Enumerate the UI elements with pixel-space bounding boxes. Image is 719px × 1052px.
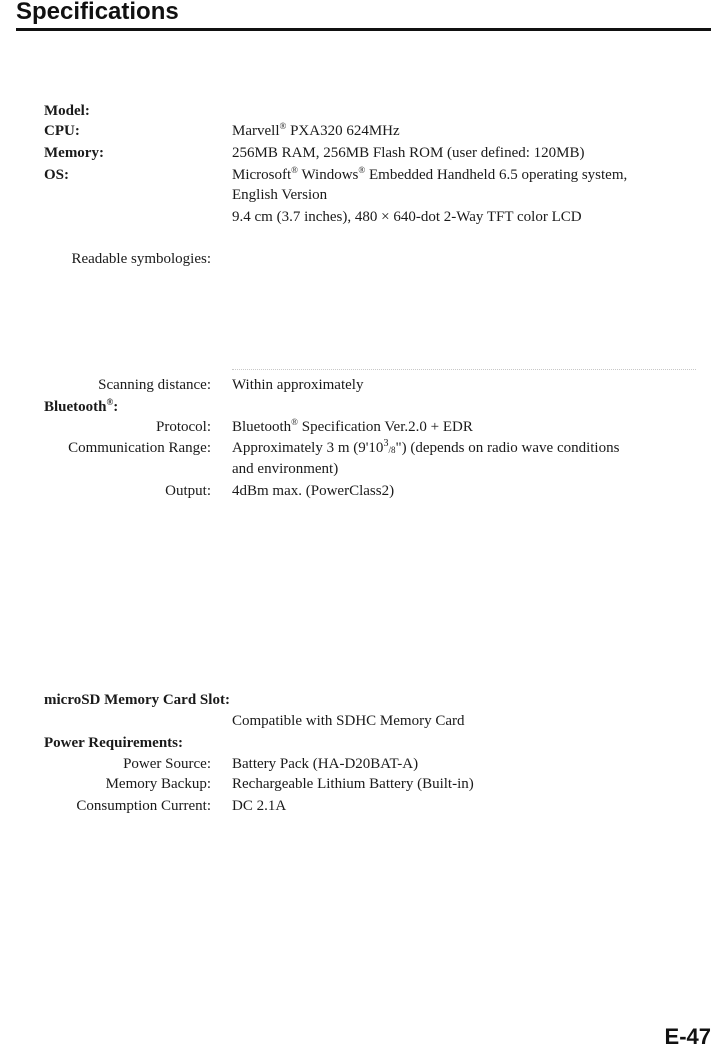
cpu-label: CPU: [44,123,80,139]
page-number: E-47 [664,1024,711,1049]
output-label: Output: [165,483,211,499]
bluetooth-colon: : [113,399,119,415]
protocol-value [232,416,473,438]
header-rule [16,28,711,31]
os-value-c: Embedded Handheld 6.5 operating system, [365,167,628,183]
memory-backup-label: Memory Backup: [105,776,211,792]
consumption-current-label: Consumption Current: [76,798,211,814]
range-value-b: ") (depends on radio wave conditions [395,440,620,456]
power-requirements-label: Power Requirements: [44,735,183,751]
registered-mark: ® [279,121,287,131]
power-source-label: Power Source: [123,756,211,772]
registered-mark: ® [358,165,366,175]
microsd-slot-label: microSD Memory Card Slot: [44,692,230,708]
os-value [232,164,627,186]
readable-symbologies-label: Readable symbologies: [71,251,211,267]
protocol-value-a: Bluetooth [232,419,292,435]
page-title: Specifications [16,0,179,25]
registered-mark: ® [291,165,299,175]
fraction-denominator: /8 [388,445,396,455]
cpu-value [232,120,400,142]
os-value-a: Microsoft [232,167,292,183]
scanning-distance-label: Scanning distance: [98,377,211,393]
os-label: OS: [44,167,70,183]
output-value: 4dBm max. (PowerClass2) [232,483,395,499]
range-value-a: Approximately 3 m (9'10 [232,440,384,456]
bluetooth-label [44,396,118,418]
bluetooth-label-text: Bluetooth [44,399,107,415]
fraction-numerator: 3 [383,438,389,449]
model-label: Model: [44,103,90,119]
memory-value: 256MB RAM, 256MB Flash ROM (user defined: 120MB) [232,145,585,161]
cpu-value-prefix: Marvell [232,123,280,139]
protocol-value-b: Specification Ver.2.0 + EDR [298,419,473,435]
communication-range-value-line2: and environment) [232,461,339,477]
display-value: 9.4 cm (3.7 inches), 480 × 640-dot 2-Way TFT color LCD [232,209,582,225]
faint-divider [232,369,696,370]
fraction [383,438,396,455]
registered-mark: ® [106,397,114,407]
os-value-line2: English Version [232,187,328,203]
consumption-current-value: DC 2.1A [232,798,287,814]
microsd-slot-value: Compatible with SDHC Memory Card [232,713,465,729]
communication-range-label: Communication Range: [68,440,211,456]
power-source-value: Battery Pack (HA-D20BAT-A) [232,756,419,772]
scanning-distance-value: Within approximately [232,377,364,393]
memory-backup-value: Rechargeable Lithium Battery (Built-in) [232,776,474,792]
cpu-value-suffix: PXA320 624MHz [286,123,400,139]
os-value-b: Windows [298,167,359,183]
protocol-label: Protocol: [156,419,211,435]
registered-mark: ® [291,417,299,427]
memory-label: Memory: [44,145,104,161]
